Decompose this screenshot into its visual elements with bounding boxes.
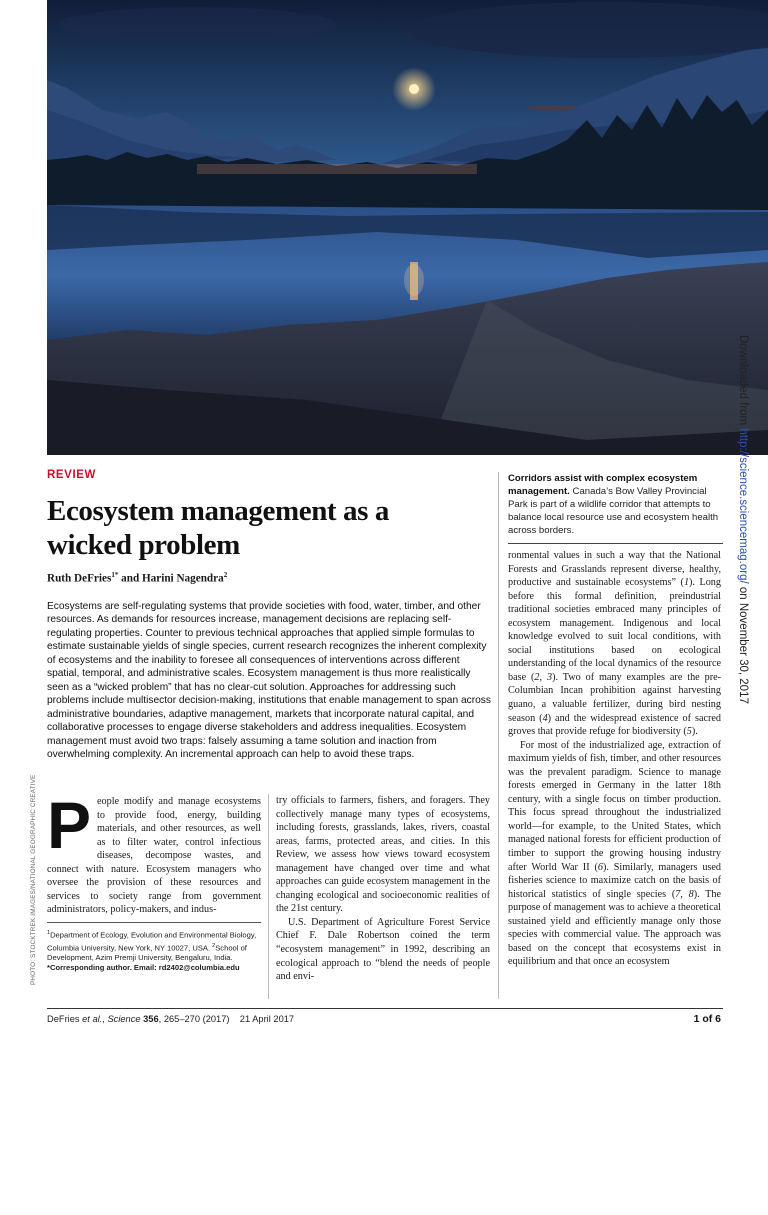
footer-volume: 356 [140, 1014, 159, 1024]
page-number: 1 of 6 [693, 1013, 721, 1025]
column-divider-1 [268, 794, 269, 999]
affil-2: School of Development, Azim Premji University, Bengaluru, India. [47, 943, 247, 963]
footer-citation [47, 1014, 294, 1024]
footer-pages-date: , 265–270 (2017) 21 April 2017 [158, 1014, 295, 1024]
abstract: Ecosystems are self-regulating systems that provide societies with food, water, timber, and other resources. As demands for resources increase, management decisions are replacing self-regulating properties. Counter to previous technical approaches that applied simple formulas to estimate sustainable yields of single species, current research recognizes the inherent complexity of ecosystems and the inability to foresee all consequences of interventions across different spatial, temporal, and administrative scales. Ecosystem management is thus more realistically seen as a “wicked problem” that has no clear-cut solution. Approaches for addressing such problems include multisector decision-making, institutions that enable management to span across administrative boundaries, adaptive management, markets that incorporate natural capital, and collaborative processes to engage diverse stakeholders and address inequalities. Ecosystem management must avoid two traps: falsely assuming a tame solution and inaction from overwhelming complexity. An incremental approach can help to avoid these traps. [47, 601, 491, 760]
citation-7[interactable]: 7 [675, 888, 681, 900]
drop-cap: P [47, 788, 92, 862]
download-note-suffix: on November 30, 2017 [737, 583, 749, 704]
citation-1[interactable]: 1 [683, 577, 690, 589]
text-run: , [539, 671, 547, 683]
body-col2-p2: U.S. Department of Agriculture Forest Service Chief F. Dale Robertson coined the term “ecosystem management” in 1992, describing an ecological approach to “blend the needs of people and envi- [276, 916, 490, 983]
affil-1-mark: 1 [47, 930, 51, 936]
body-column-2 [276, 794, 490, 984]
citation-2[interactable]: 2 [534, 671, 540, 683]
text-run: ) and the widespread existence of sacred groves that provide refuge for biodiversity ( [508, 712, 721, 738]
article-title: Ecosystem management as a wicked problem [47, 495, 389, 561]
cover-photo [47, 0, 768, 455]
text-run: ). The purpose of management was to achieve a theoretical sustained yield and efficiently manage only those species with commercial value. The approach was based on the concept that ecosystems exist in equilibrium and that once an ecosystem [508, 888, 721, 968]
footer-rule [47, 1008, 723, 1009]
text-run: , [680, 888, 689, 900]
download-note-prefix: Downloaded from [737, 335, 749, 429]
body-col1-text: eople modify and manage ecosystems to provide food, energy, building materials, and other resources, as well as to filter water, control infectious diseases, decompose wastes, and connect with nature. Ecosystem managers who oversee the provision of these resources and services to society range from government administrators, policy-makers, and indus- [47, 796, 261, 916]
text-run: ). [691, 726, 698, 738]
photo-credit [30, 774, 42, 1215]
footer-journal: Science [107, 1014, 141, 1024]
landscape-photo [47, 0, 768, 455]
text-run: ). Long before this formal definition, preindustrial traditional societies embraced many principles of ecosystem management. Indigenous and local knowledge evolved to suit local conditions, with social institutions based on ecological understanding of the local dynamics of the resource base ( [508, 577, 721, 683]
photo-credit-text: PHOTO: STOCKTREK IMAGES/NATIONAL GEOGRAPHIC CREATIVE [30, 774, 37, 985]
author-1-affil: 1* [111, 571, 119, 579]
body-col2-p1: try officials to farmers, fishers, and foragers. They collectively manage many types of ecosystems, including forests, grasslands, lakes, rivers, coastal areas, farms, protected areas, and cities. In this Review, we assess how views toward ecosystem management have changed over time and what approaches can guide ecosystem management in the changing ecological and socioeconomic realities of the 21st century. [276, 795, 490, 915]
text-run: ronmental values in such a way that the National Forests and Grasslands represent diverse, healthy, productive and sustainable ecosystems” ( [508, 550, 721, 589]
text-run: ). Two of many examples are the pre-Columbian Incan prohibition against harvesting guano, a valuable fertilizer, during bird nesting season ( [508, 671, 722, 724]
author-conj: and [118, 572, 142, 585]
affiliations-footnote [47, 922, 261, 973]
body-col3-p2 [508, 739, 721, 969]
footer-sep: , [102, 1014, 108, 1024]
affil-2-mark: 2 [212, 942, 216, 949]
author-2-affil: 2 [223, 571, 228, 579]
citation-5[interactable]: 5 [686, 726, 692, 738]
section-label: REVIEW [47, 469, 96, 481]
column-divider-2 [498, 472, 499, 999]
caption-rule [508, 543, 723, 544]
caption-title: Corridors assist with complex ecosystem management. [508, 473, 698, 498]
authors [47, 571, 227, 585]
citation-8[interactable]: 8 [688, 888, 694, 900]
photo-caption [508, 472, 723, 537]
text-run: ). Similarly, managers used fisheries science to maximize catch on the basis of historical statistics of single species ( [508, 861, 722, 900]
author-2: Harini Nagendra [141, 572, 224, 585]
download-note [737, 335, 761, 704]
affil-1: Department of Ecology, Evolution and Environmental Biology, Columbia University, New York, NY 10027, USA. [47, 930, 257, 953]
body-column-3 [508, 549, 721, 969]
download-link[interactable]: http://science.sciencemag.org/ [737, 428, 749, 584]
body-col3-p1 [508, 549, 721, 739]
citation-3[interactable]: 3 [546, 671, 553, 683]
author-1: Ruth DeFries [47, 572, 112, 585]
caption-text: Canada’s Bow Valley Provincial Park is part of a wildlife corridor that attempts to balance local resource use and ecosystem health across borders. [508, 486, 719, 537]
body-column-1 [47, 788, 261, 917]
footer-etal: et al. [82, 1014, 103, 1024]
footer-authors: DeFries [47, 1014, 83, 1024]
citation-4[interactable]: 4 [542, 712, 548, 724]
corresponding-author[interactable]: *Corresponding author. Email: rd2402@columbia.edu [47, 963, 240, 973]
text-run: For most of the industrialized age, extraction of maximum yields of fish, timber, and other resources was the prevalent paradigm. Science to manage forests emerged in Germany in the latter 18th century, with a single focus on timber production. This focus spread throughout the industrialized world—for example, to the United States, which managed national forests for efficient production of timber to support the growing housing industry after World War II ( [508, 739, 721, 873]
citation-6[interactable]: 6 [597, 861, 603, 873]
